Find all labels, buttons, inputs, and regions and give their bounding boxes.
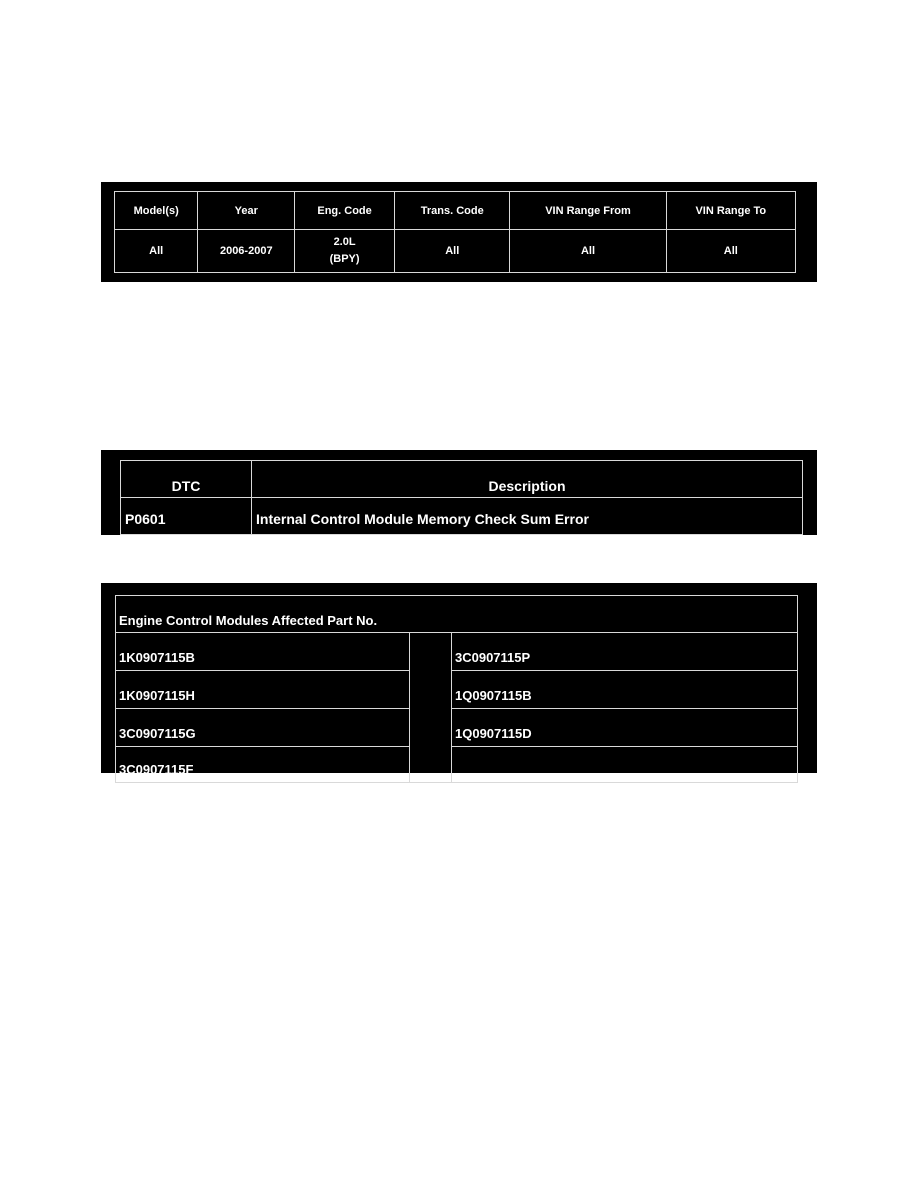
cell-eng-code xyxy=(295,230,395,273)
applicability-panel xyxy=(101,182,817,282)
cell-vin-to: All xyxy=(666,230,795,273)
part-number-right: 3C0907115P xyxy=(452,633,798,671)
affected-parts-title: Engine Control Modules Affected Part No. xyxy=(116,596,798,633)
table-row xyxy=(116,709,798,747)
cell-vin-from: All xyxy=(510,230,666,273)
header-vin-range-to: VIN Range To xyxy=(666,192,795,230)
header-models: Model(s) xyxy=(115,192,198,230)
table-row xyxy=(115,230,796,273)
table-header-row xyxy=(121,461,803,498)
part-number-left: 1K0907115H xyxy=(116,671,410,709)
header-dtc: DTC xyxy=(121,461,252,498)
dtc-panel xyxy=(101,450,817,535)
header-vin-range-from: VIN Range From xyxy=(510,192,666,230)
dtc-table xyxy=(120,460,803,535)
cell-model: All xyxy=(115,230,198,273)
table-row xyxy=(121,498,803,535)
part-number-right: 1Q0907115D xyxy=(452,709,798,747)
table-header-row xyxy=(116,596,798,633)
part-number-left: 3C0907115F xyxy=(116,747,410,783)
cell-dtc-description: Internal Control Module Memory Check Sum Error xyxy=(252,498,803,535)
cell-trans-code: All xyxy=(395,230,510,273)
table-row xyxy=(116,633,798,671)
eng-code-line1: 2.0L xyxy=(333,236,356,248)
header-year: Year xyxy=(198,192,295,230)
spacer-cell xyxy=(410,633,452,783)
part-number-left: 3C0907115G xyxy=(116,709,410,747)
table-row xyxy=(116,671,798,709)
header-description: Description xyxy=(252,461,803,498)
header-eng-code: Eng. Code xyxy=(295,192,395,230)
eng-code-line2: (BPY) xyxy=(329,253,360,265)
table-row xyxy=(116,747,798,783)
applicability-table xyxy=(114,191,796,273)
cell-year: 2006-2007 xyxy=(198,230,295,273)
part-number-right: 1Q0907115B xyxy=(452,671,798,709)
part-number-right xyxy=(452,747,798,783)
cell-dtc-code: P0601 xyxy=(121,498,252,535)
affected-parts-table xyxy=(115,595,798,783)
header-trans-code: Trans. Code xyxy=(395,192,510,230)
table-header-row xyxy=(115,192,796,230)
part-number-left: 1K0907115B xyxy=(116,633,410,671)
affected-parts-panel xyxy=(101,583,817,777)
